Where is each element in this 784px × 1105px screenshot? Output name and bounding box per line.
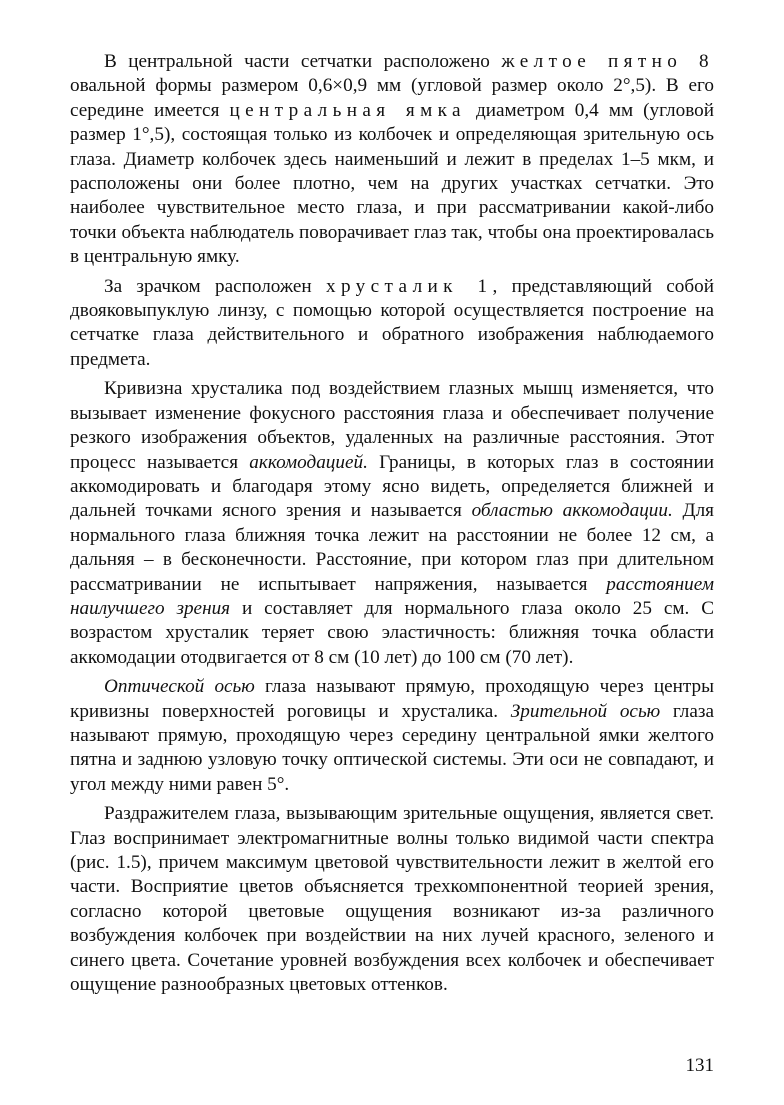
- spaced-term: центральная ямка: [229, 99, 466, 121]
- spaced-term: желтое пятно 8: [501, 51, 714, 72]
- paragraph-accommodation: Кривизна хрусталика под воздействием глазных мышц изменяется, что вызывает изменение фокусного расстояния глаза и обеспечивает получение резкого изображения объектов, удаленных на различные расстояния. Этот процесс называется аккомодацией. Границы, в которых глаз в состоянии аккомодировать и благодаря этому ясно видеть, определяется ближней и дальней точками ясного зрения и называется областью аккомодации. Для нормального глаза ближняя точка лежит на расстоянии не более 12 см, а дальняя – в бесконечности. Расстояние, при котором глаз при длительном рассматривании не испытывает напряжения, называется расстоянием наилучшего зрения и составляет для нормального глаза около 25 см. С возрастом хрусталик теряет свою эластичность: ближняя точка области аккомодации отодвигается от 8 см (10 лет) до 100 см (70 лет).: [70, 378, 714, 668]
- italic-term: расстоянием наилучшего зрения: [70, 573, 714, 619]
- spaced-term: хрусталик 1: [325, 275, 493, 297]
- italic-term: аккомодацией.: [249, 451, 368, 473]
- paragraph-lens: За зрачком расположен хрусталик 1, представляющий собой двояковыпуклую линзу, с помощью которой осуществляется построение на сетчатке глаза действительного и обратного изображения наблюдаемого предмета.: [70, 275, 714, 370]
- paragraph-axes: Оптической осью глаза называют прямую, проходящую через центры кривизны поверхностей роговицы и хрусталика. Зрительной осью глаза называют прямую, проходящую через середину центральной ямки желтого пятна и заднюю узловую точку оптической системы. Эти оси не совпадают, и угол между ними равен 5°.: [70, 676, 715, 795]
- italic-term: Зрительной осью: [510, 700, 661, 722]
- page-number: 131: [685, 1055, 714, 1076]
- paragraph-yellow-spot: В центральной части сетчатки расположено желтое пятно 8 овальной формы размером 0,6×0,9 мм (угловой размер около 2°,5). В его середине имеется центральная ямка диаметром 0,4 мм (угловой размер 1°,5), состоящая только из колбочек и определяющая зрительную ось глаза. Диаметр колбочек здесь наименьший и лежит в пределах 1–5 мкм, и расположены они более плотно, чем на других участках сетчатки. Это наиболее чувствительное место глаза, и при рассматривании какой-либо точки объекта наблюдатель поворачивает глаз так, чтобы она проектировалась в центральную ямку.: [70, 51, 714, 268]
- paragraph-color-vision: Раздражителем глаза, вызывающим зрительные ощущения, является свет. Глаз воспринимает электромагнитные волны только видимой части спектра (рис. 1.5), причем максимум цветовой чувствительности лежит в желтой его части. Восприятие цветов объясняется трехкомпонентной теорией зрения, согласно которой цветовые ощущения возникают из-за различного возбуждения колбочек при воздействии на них лучей красного, зеленого и синего цвета. Сочетание уровней возбуждения всех колбочек и обеспечивает ощущение разнообразных цветовых оттенков.: [70, 803, 714, 996]
- italic-term: Оптической осью: [104, 676, 255, 698]
- italic-term: областью аккомодации.: [471, 500, 673, 522]
